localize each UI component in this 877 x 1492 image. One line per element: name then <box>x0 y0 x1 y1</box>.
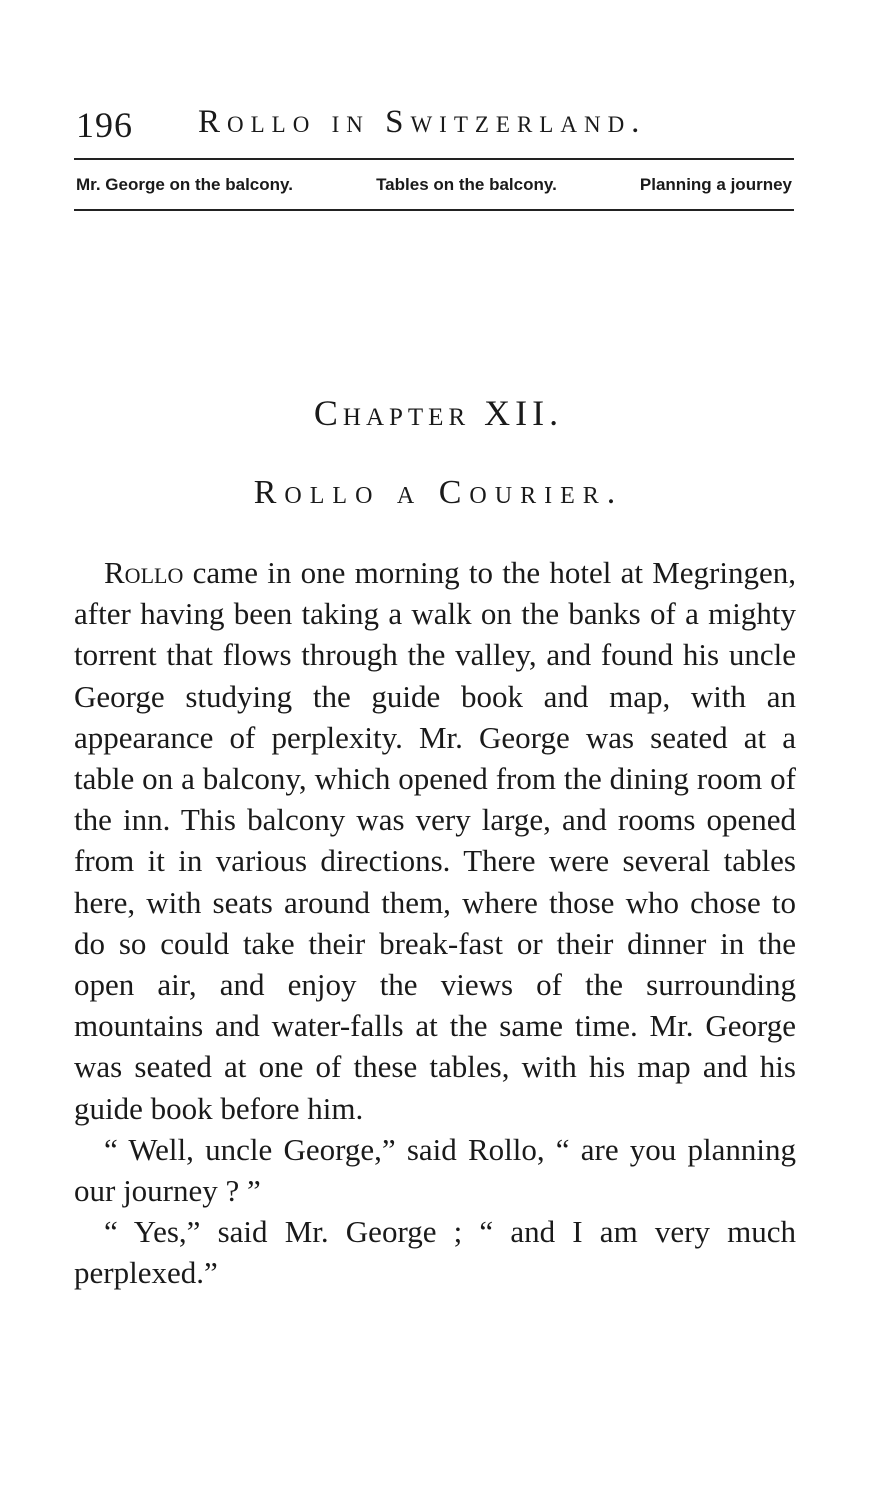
header-rule-top <box>74 158 794 160</box>
paragraph-text: came in one morning to the hotel at Megringen, after having been taking a walk on the banks of a mighty torrent that flows through the valley, and found his uncle George studying the guide book and map, with an appearance of perplexity. Mr. George was seated at a table on a balcony, which opened from the dining room of the inn. This balcony was very large, and rooms opened from it in various directions. There were several tables here, with seats around them, where those who chose to do so could take their break-fast or their dinner in the open air, and enjoy the views of the surrounding mountains and water-falls at the same time. Mr. George was seated at one of these tables, with his map and his guide book before him. <box>74 555 796 1126</box>
catchword: Tables on the balcony. <box>376 175 557 194</box>
catchword: Planning a journey <box>639 175 792 194</box>
paragraph: “ Yes,” said Mr. George ; “ and I am very much perplexed.” <box>74 1214 796 1291</box>
paragraph: “ Well, uncle George,” said Rollo, “ are you planning our journey ? ” <box>74 1131 796 1209</box>
paragraph <box>74 552 796 1129</box>
chapter-subtitle: Rollo a Courier. <box>253 474 624 511</box>
header-rule-bottom <box>74 209 794 211</box>
page-number: 196 <box>76 105 133 145</box>
body-text <box>74 552 796 1294</box>
catchwords-line <box>76 175 792 195</box>
chapter-title: Chapter XII. <box>313 393 564 433</box>
book-title: Rollo in Switzerland. <box>198 104 647 140</box>
running-head <box>74 104 794 152</box>
catchword: Mr. George on the balcony. <box>76 175 293 194</box>
paragraph-lead-word: Rollo <box>104 555 184 590</box>
